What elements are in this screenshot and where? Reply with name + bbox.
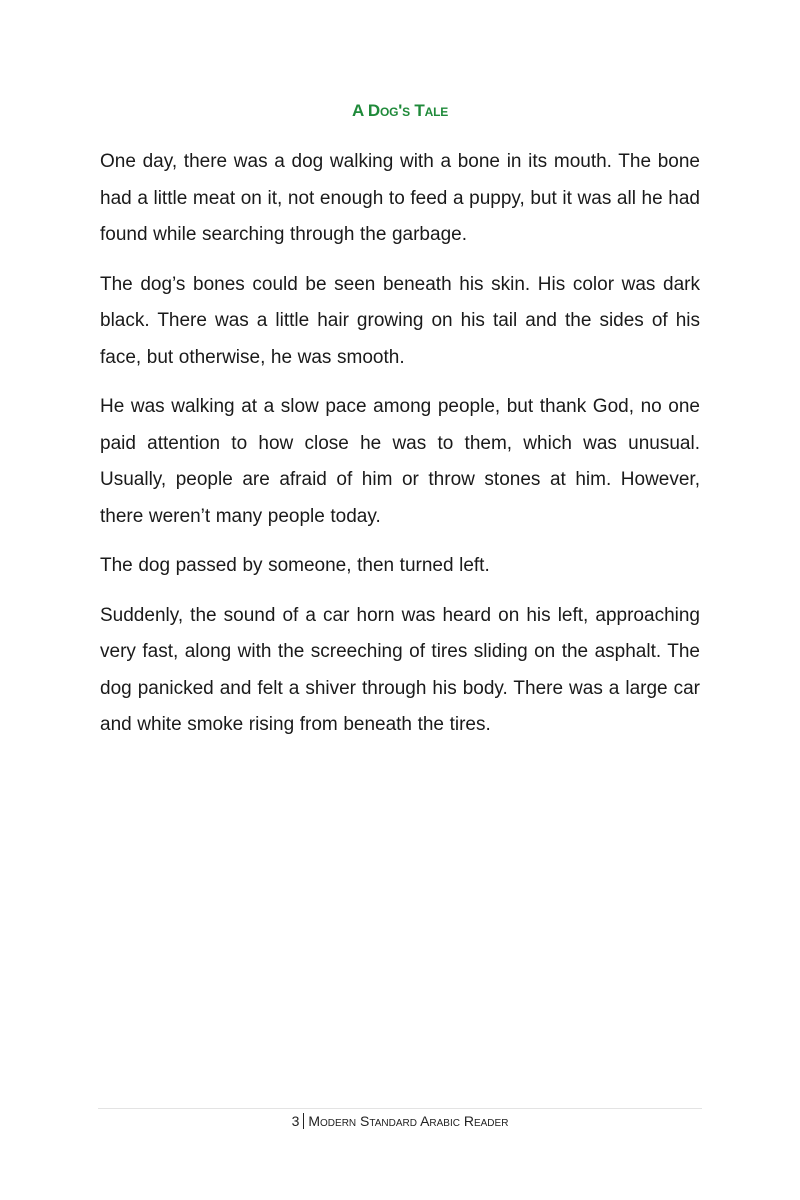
story-title: A Dog's Tale bbox=[351, 101, 449, 120]
book-title: Modern Standard Arabic Reader bbox=[308, 1113, 509, 1129]
footer-divider bbox=[98, 1108, 702, 1109]
paragraph: He was walking at a slow pace among people, but thank God, no one paid attention to how close he was to them, which was unusual. Usually, people are afraid of him or throw stones at him. However, there weren’t many people today. bbox=[100, 396, 700, 527]
footer-separator bbox=[303, 1113, 304, 1129]
paragraph: Suddenly, the sound of a car horn was heard on his left, approaching very fast, along with the screeching of tires sliding on the asphalt. The dog panicked and felt a shiver through his body. There was a large car and white smoke rising from beneath the tires. bbox=[100, 604, 700, 735]
page-number: 3 bbox=[291, 1113, 300, 1129]
page-footer bbox=[0, 1113, 800, 1129]
paragraph: The dog’s bones could be seen beneath his skin. His color was dark black. There was a little hair growing on his tail and the sides of his face, but otherwise, he was smooth. bbox=[100, 273, 700, 368]
paragraph: The dog passed by someone, then turned left. bbox=[100, 555, 490, 576]
story-body bbox=[100, 144, 700, 757]
paragraph: One day, there was a dog walking with a bone in its mouth. The bone had a little meat on it, not enough to feed a puppy, but it was all he had found while searching through the garbage. bbox=[100, 151, 700, 245]
